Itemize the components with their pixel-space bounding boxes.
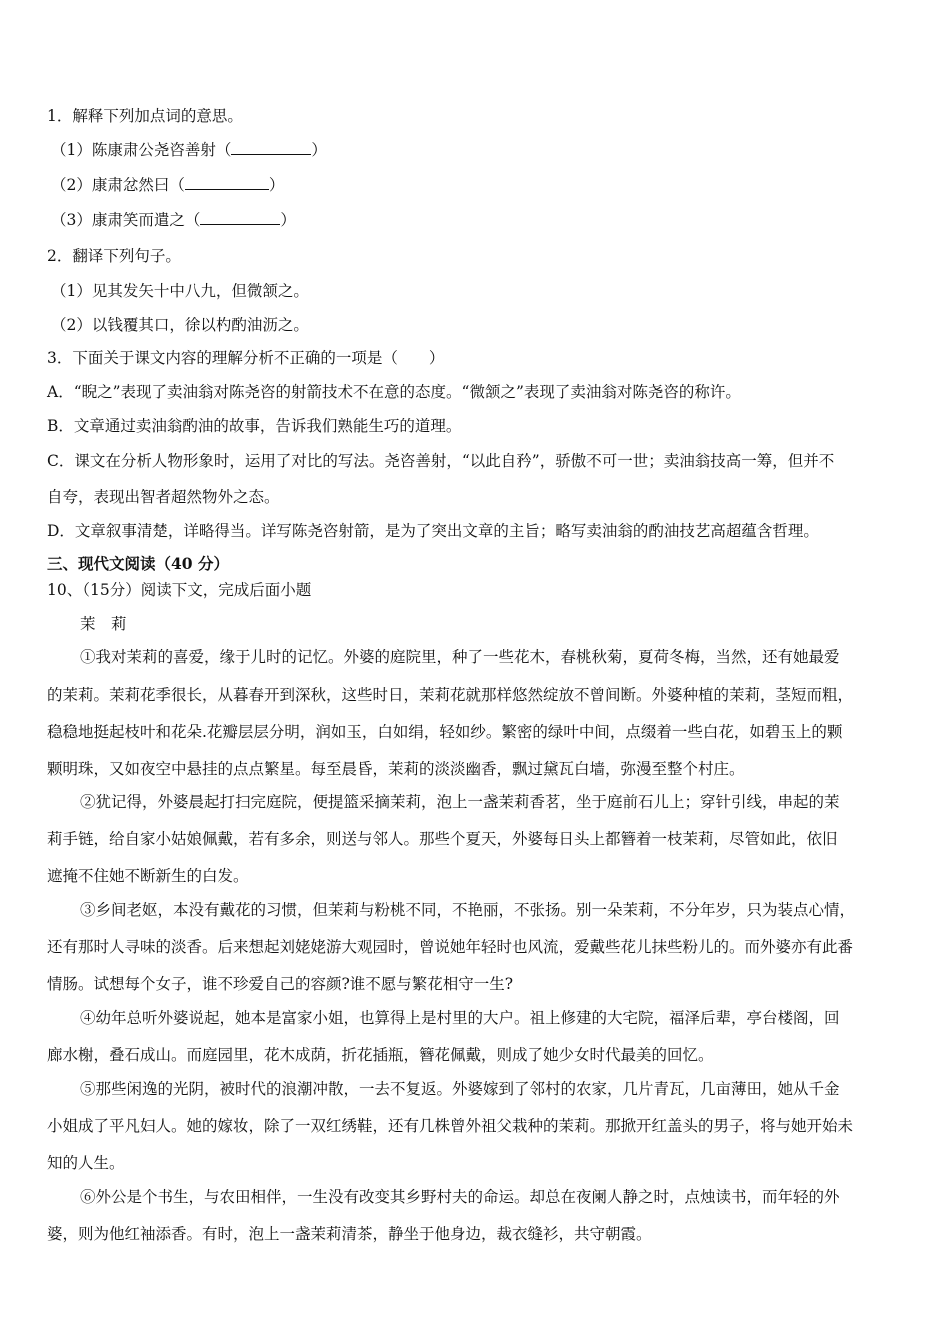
answer-blank — [185, 175, 269, 190]
paragraph-line: ②犹记得，外婆晨起打扫完庭院，便提篮采摘茉莉，泡上一盏茉莉香茗，坐于庭前石儿上；穿针引线，串起的茉 — [80, 793, 840, 811]
paragraph-line: 遮掩不住她不断新生的白发。 — [47, 867, 249, 885]
q3-option-a: A．“睨之”表现了卖油翁对陈尧咨的射箭技术不在意的态度。“微颔之”表现了卖油翁对陈尧咨的称许。 — [47, 383, 741, 401]
answer-blank — [200, 210, 280, 225]
q2-title: 2．翻译下列句子。 — [47, 247, 181, 265]
q1-item-1: （1）陈康肃公尧咨善射（ ） — [51, 141, 327, 159]
q3-option-c-line-2: 自夸，表现出智者超然物外之态。 — [47, 488, 280, 506]
paragraph-line: ⑥外公是个书生，与农田相伴，一生没有改变其乡野村夫的命运。却总在夜阑人静之时，点烛读书，而年轻的外 — [80, 1188, 840, 1206]
paragraph-line: 知的人生。 — [47, 1154, 125, 1172]
paragraph-line: ⑤那些闲逸的光阴，被时代的浪潮冲散，一去不复返。外婆嫁到了邻村的农家，几片青瓦，几亩薄田，她从千金 — [80, 1080, 840, 1098]
section-title: 三、现代文阅读（40 分） — [47, 554, 229, 573]
paragraph-line: 莉手链，给自家小姑娘佩戴，若有多余，则送与邻人。那些个夏天，外婆每日头上都簪着一枝茉莉，尽管如此，依旧 — [47, 830, 838, 848]
q3-option-d: D．文章叙事清楚，详略得当。详写陈尧咨射箭，是为了突出文章的主旨；略写卖油翁的酌油技艺高超蕴含哲理。 — [47, 522, 819, 540]
q3-option-b: B．文章通过卖油翁酌油的故事，告诉我们熟能生巧的道理。 — [47, 417, 462, 435]
paragraph-line: 稳稳地挺起枝叶和花朵.花瓣层层分明，润如玉，白如绢，轻如纱。繁密的绿叶中间，点缀着一些白花，如碧玉上的颗 — [47, 723, 843, 741]
q3-title: 3．下面关于课文内容的理解分析不正确的一项是（ ） — [47, 349, 445, 367]
paragraph-line: 颗明珠，又如夜空中悬挂的点点繁星。每至晨昏，茉莉的淡淡幽香，飘过黛瓦白墙，弥漫至整个村庄。 — [47, 760, 745, 778]
essay-title: 茉 莉 — [80, 615, 127, 633]
paragraph-line: ①我对茉莉的喜爱，缘于儿时的记忆。外婆的庭院里，种了一些花木，春桃秋菊，夏荷冬梅，当然，还有她最爱 — [80, 648, 840, 666]
paragraph-line: ④幼年总听外婆说起，她本是富家小姐，也算得上是村里的大户。祖上修建的大宅院，福泽后辈，亭台楼阁，回 — [80, 1009, 840, 1027]
paragraph-line: ③乡间老妪，本没有戴花的习惯，但茉莉与粉桃不同，不艳丽，不张扬。别一朵茉莉，不分年岁，只为装点心情， — [80, 901, 856, 919]
paragraph-line: 小姐成了平凡妇人。她的嫁妆，除了一双红绣鞋，还有几株曾外祖父栽种的茉莉。那掀开红盖头的男子，将与她开始未 — [47, 1117, 854, 1135]
q2-item-2: （2）以钱覆其口，徐以杓酌油沥之。 — [51, 316, 309, 334]
q3-option-c-line-1: C．课文在分析人物形象时，运用了对比的写法。尧咨善射，“以此自矜”，骄傲不可一世；卖油翁技高一筹，但并不 — [47, 452, 835, 470]
q1-item-2: （2）康肃忿然曰（ ） — [51, 176, 285, 194]
paragraph-line: 还有那时人寻味的淡香。后来想起刘姥姥游大观园时，曾说她年轻时也风流，爱戴些花儿抹些粉儿的。而外婆亦有此番 — [47, 938, 854, 956]
paragraph-line: 的茉莉。茉莉花季很长，从暮春开到深秋，这些时日，茉莉花就那样悠然绽放不曾间断。外婆种植的茉莉，茎短而粗， — [47, 686, 854, 704]
paragraph-line: 廊水榭，叠石成山。而庭园里，花木成荫，折花插瓶，簪花佩戴，则成了她少女时代最美的回忆。 — [47, 1046, 714, 1064]
question-10-intro: 10、（15分）阅读下文，完成后面小题 — [47, 581, 312, 599]
answer-blank — [231, 140, 311, 155]
q1-item-3: （3）康肃笑而遣之（ ） — [51, 211, 296, 229]
paragraph-line: 婆，则为他红袖添香。有时，泡上一盏茉莉清茶，静坐于他身边，裁衣缝衫，共守朝霞。 — [47, 1225, 652, 1243]
q2-item-1: （1）见其发矢十中八九，但微颔之。 — [51, 282, 309, 300]
q1-title: 1．解释下列加点词的意思。 — [47, 107, 243, 125]
paragraph-line: 情肠。试想每个女子，谁不珍爱自己的容颜?谁不愿与繁花相守一生? — [47, 975, 514, 993]
